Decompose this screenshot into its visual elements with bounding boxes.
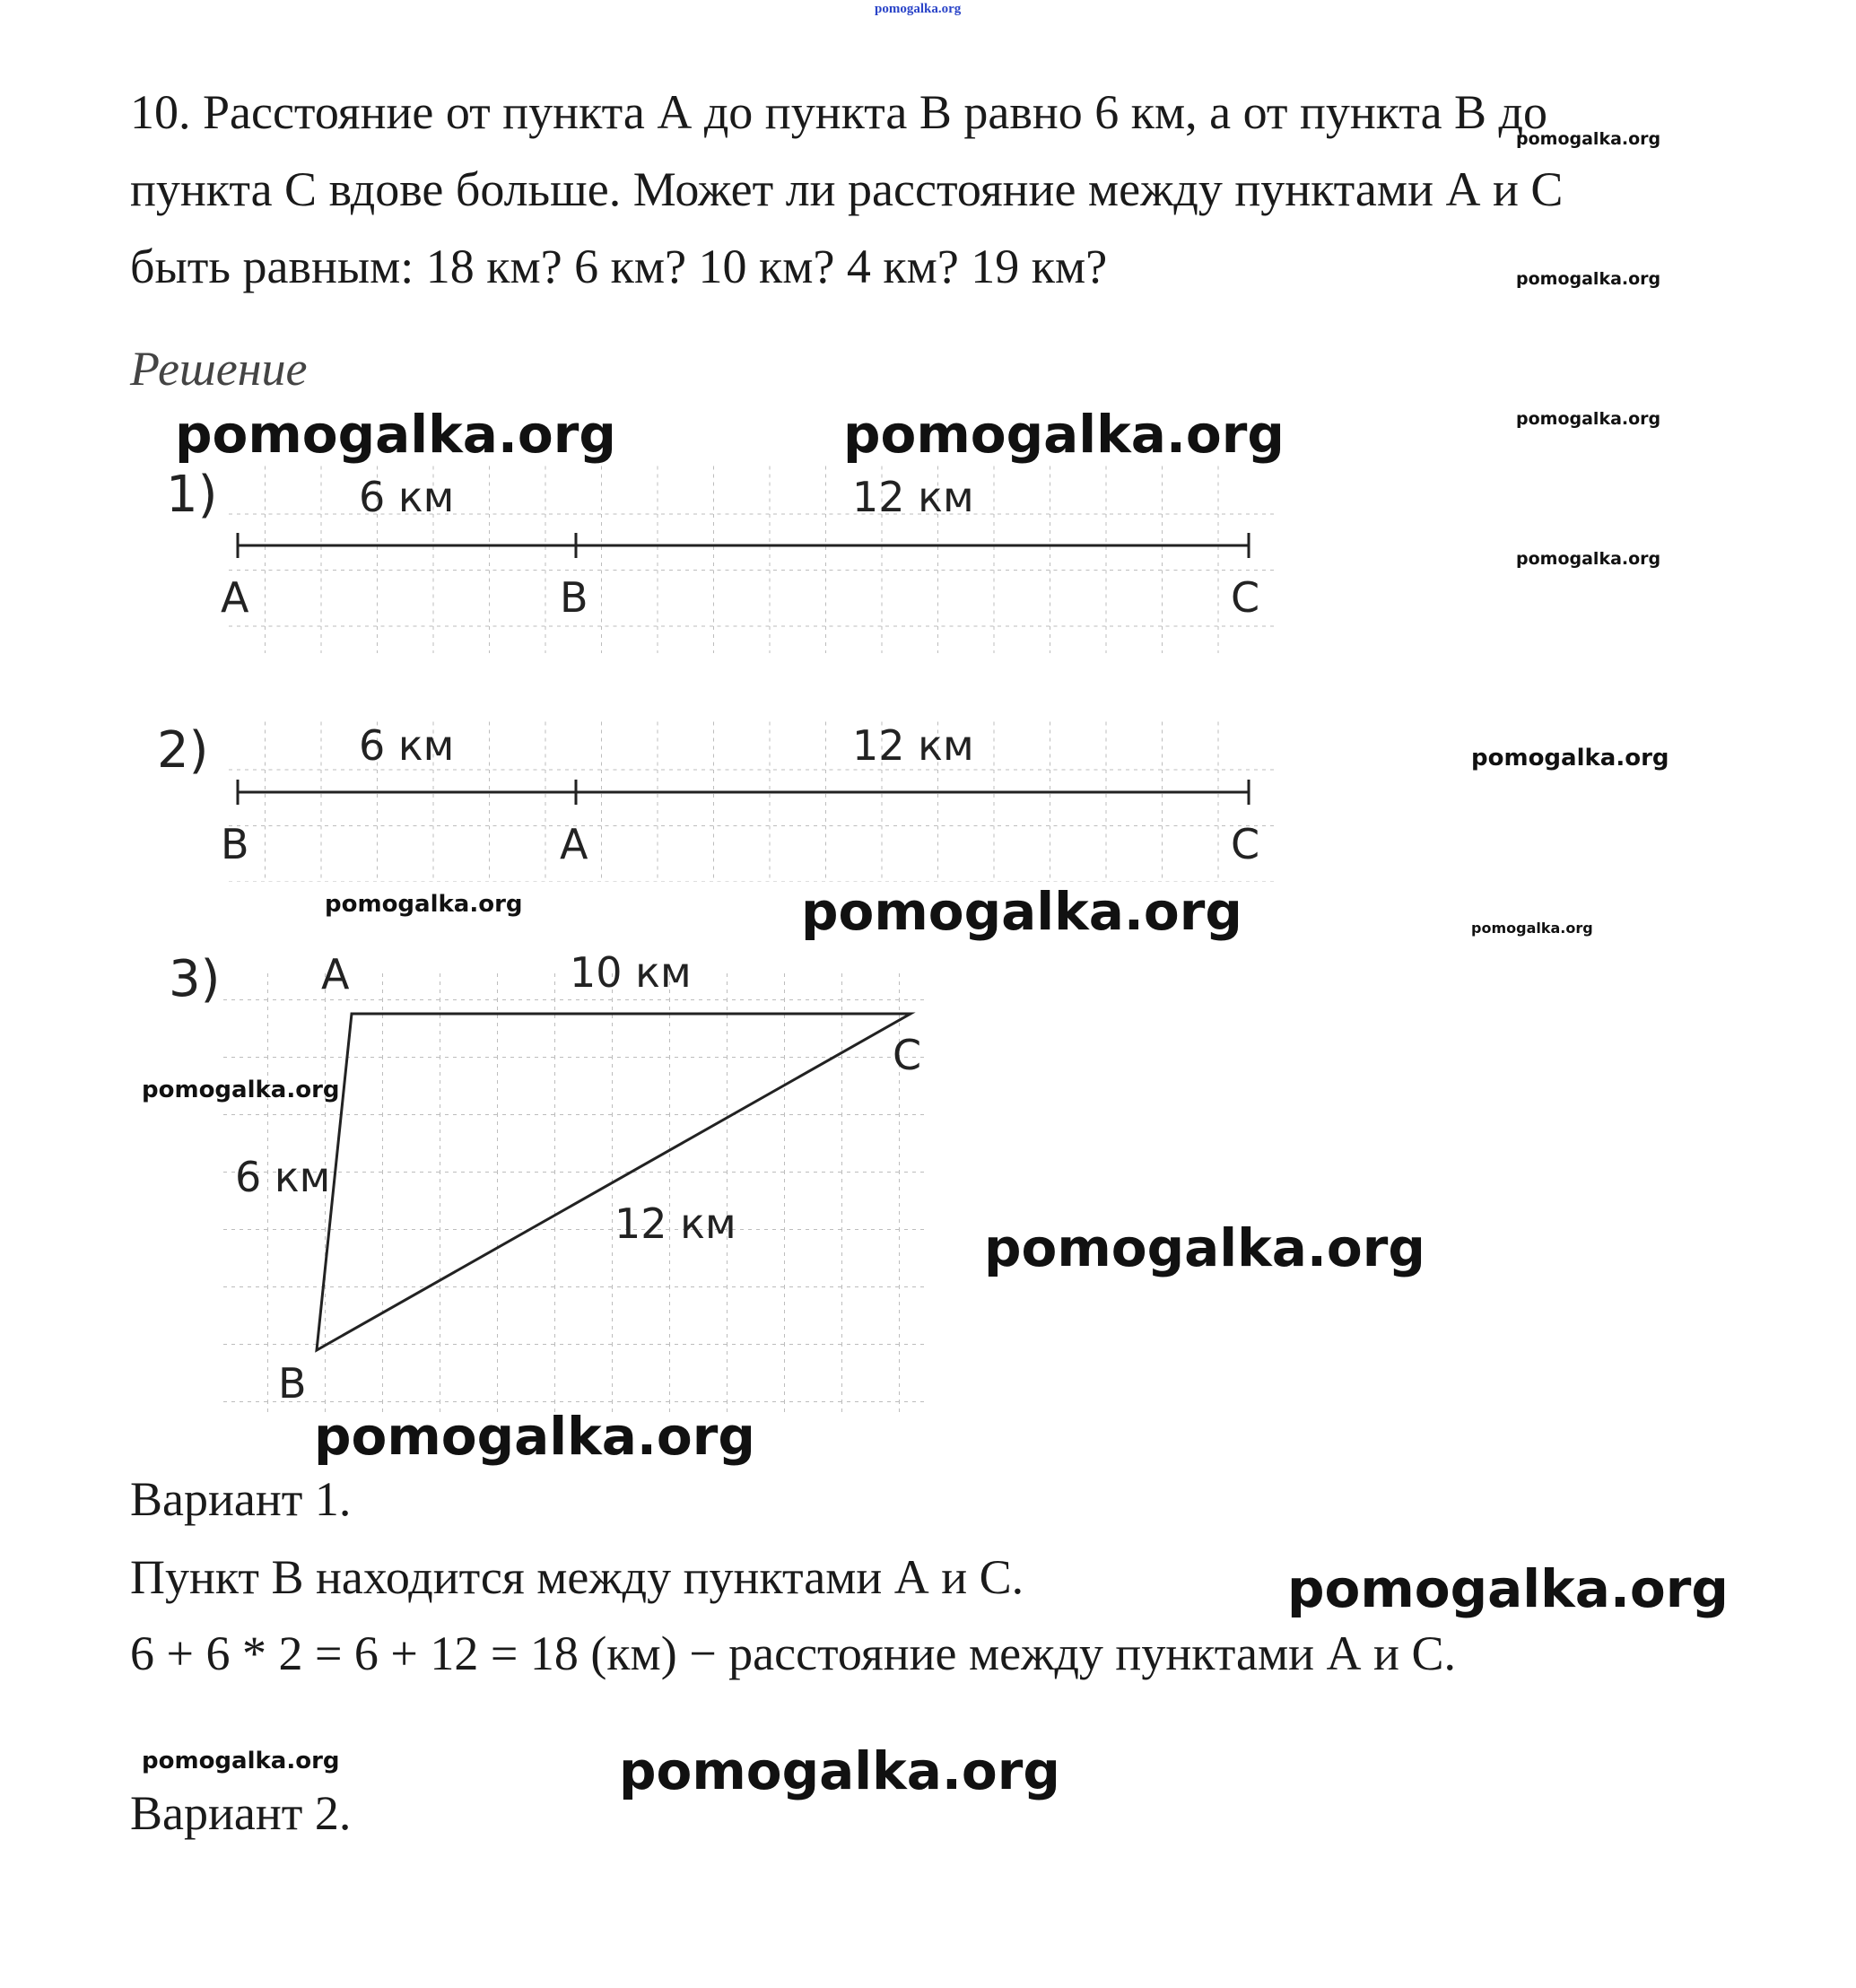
problem-line-1: 10. Расстояние от пункта А до пункта В равно 6 км, а от пункта В до xyxy=(130,85,1548,139)
figure-2-point-left: В xyxy=(221,820,249,868)
watermark: pomogalka.org xyxy=(1287,1558,1729,1619)
figure-1 xyxy=(152,458,1283,655)
figure-3-side-left-label: 6 км xyxy=(235,1153,331,1201)
watermark: pomogalka.org xyxy=(619,1740,1060,1801)
figure-3-point-c: С xyxy=(893,1031,922,1079)
figure-2-point-right: С xyxy=(1231,820,1260,868)
watermark: pomogalka.org xyxy=(1516,409,1661,429)
watermark: pomogalka.org xyxy=(142,1077,340,1103)
watermark: pomogalka.org xyxy=(1471,920,1593,937)
variant-2-title: Вариант 2. xyxy=(130,1786,352,1840)
figure-3-side-top-label: 10 км xyxy=(570,948,692,997)
watermark: pomogalka.org xyxy=(314,1406,755,1467)
figure-1-point-left: А xyxy=(221,573,249,622)
site-mark: pomogalka.org xyxy=(875,2,962,16)
watermark: pomogalka.org xyxy=(142,1748,340,1774)
figure-1-point-middle: В xyxy=(560,573,588,622)
variant-1-formula: 6 + 6 * 2 = 6 + 12 = 18 (км) − расстояние между пунктами А и С. xyxy=(130,1626,1456,1680)
watermark: pomogalka.org xyxy=(1516,129,1661,149)
watermark: pomogalka.org xyxy=(1516,269,1661,289)
figure-2-seg1-label: 6 км xyxy=(359,721,455,770)
watermark: pomogalka.org xyxy=(1516,549,1661,569)
figure-2 xyxy=(152,713,1283,884)
solution-heading: Решение xyxy=(130,342,308,396)
figure-1-seg2-label: 12 км xyxy=(852,473,974,521)
figure-3-side-diagonal-label: 12 км xyxy=(614,1199,736,1248)
figure-3-point-a: А xyxy=(321,950,350,998)
figure-1-number: 1) xyxy=(166,466,218,524)
watermark: pomogalka.org xyxy=(325,891,523,918)
watermark: pomogalka.org xyxy=(1471,745,1669,772)
figure-2-number: 2) xyxy=(157,721,209,780)
variant-1-text: Пункт В находится между пунктами А и С. xyxy=(130,1550,1024,1604)
watermark: pomogalka.org xyxy=(801,881,1242,942)
figure-2-point-middle: А xyxy=(560,820,588,868)
figure-2-seg2-label: 12 км xyxy=(852,721,974,770)
watermark: pomogalka.org xyxy=(175,404,616,465)
problem-line-3: быть равным: 18 км? 6 км? 10 км? 4 км? 19 км? xyxy=(130,240,1108,293)
figure-3-point-b: В xyxy=(278,1359,307,1408)
figure-1-point-right: С xyxy=(1231,573,1260,622)
figure-3 xyxy=(152,942,978,1426)
problem-line-2: пункта С вдове больше. Может ли расстояние между пунктами А и С xyxy=(130,162,1564,216)
watermark: pomogalka.org xyxy=(843,404,1285,465)
watermark: pomogalka.org xyxy=(984,1217,1425,1278)
variant-1-title: Вариант 1. xyxy=(130,1472,352,1526)
figure-1-seg1-label: 6 км xyxy=(359,473,455,521)
figure-3-number: 3) xyxy=(169,950,221,1008)
